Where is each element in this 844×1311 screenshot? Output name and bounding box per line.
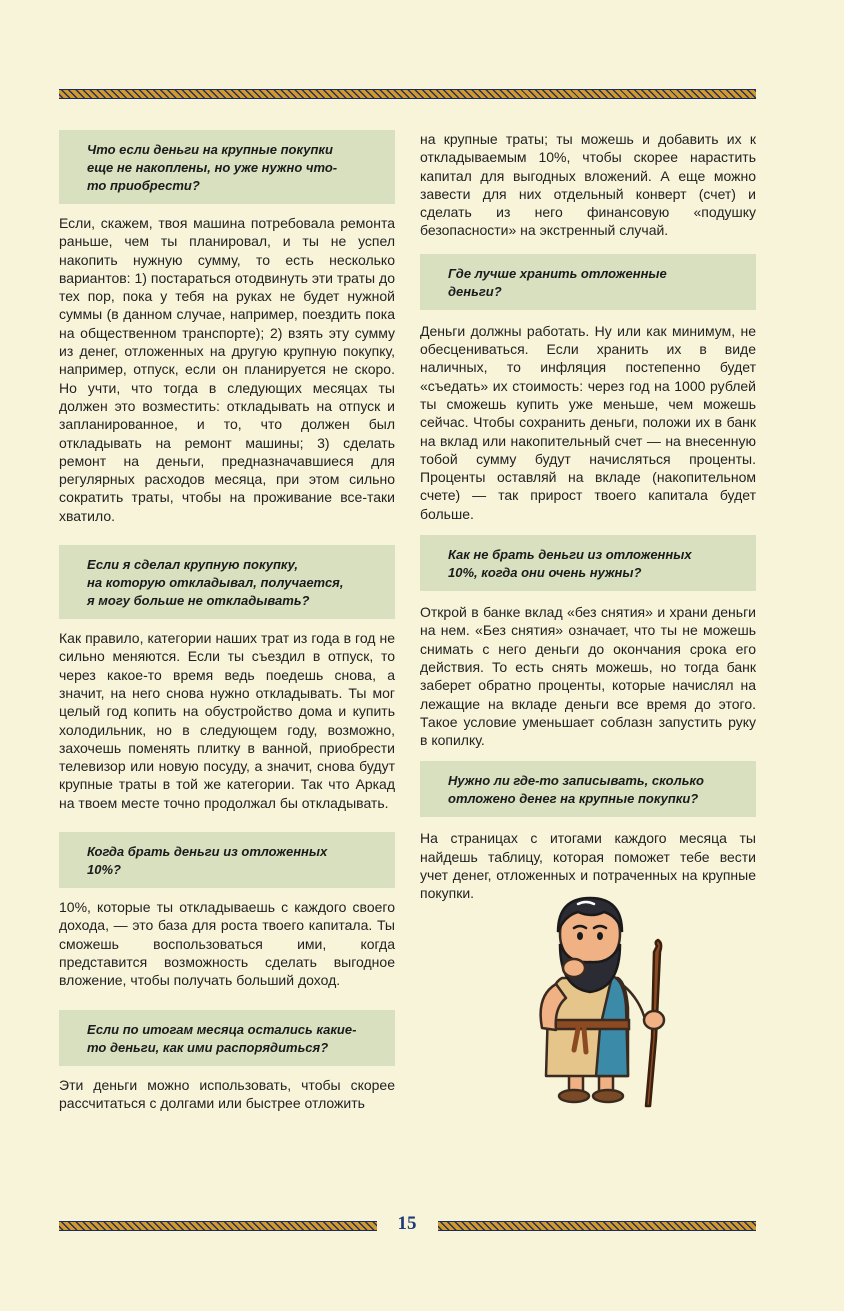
qa-section — [59, 130, 395, 525]
top-decorative-border — [59, 89, 756, 99]
question-heading: Что если деньги на крупные покупки еще не накоплены, но уже нужно что- то приобрести? — [59, 130, 395, 204]
right-column — [420, 130, 756, 915]
question-heading: Как не брать деньги из отложенных 10%, когда они очень нужны? — [420, 535, 756, 591]
answer-paragraph: Как правило, категории наших трат из года в год не сильно меняются. Если ты съездил в отпуск, то через какое-то время ведь поедешь снова, а значит, на него снова нужно откладывать. Ты мог целый год копить на обустройство дома и купить холодильник, но в следующем году, возможно, захочешь поменять плитку в ванной, приобрести телевизор или новую посуду, а значит, снова будут крупные траты в той же категории. Так что Аркад на твоем месте точно продолжал бы откладывать. — [59, 630, 395, 811]
answer-paragraph: Если, скажем, твоя машина потребовала ремонта раньше, чем ты планировал, и ты не успел накопить нужную сумму, то есть несколько вариантов: 1) постараться отодвинуть эти траты до тех пор, пока у тебя на руках не будет нужной суммы (в данном случае, например, поездить пока на общественном транспорте); 2) взять эту сумму из денег, отложенных на другую крупную покупку, например, отпуск, если он планируется не скоро. Но учти, что тогда в следующих месяцах ты должен это возместить: откладывать на отпуск и запланированное, и то, что должен был откладывать на ремонт машины; 3) сделать ремонт на деньги, предназначавшиеся для регулярных расходов месяца, при этом сильно сократить траты, чтобы на проживание все-таки хватило. — [59, 215, 395, 524]
question-heading: Где лучше хранить отложенные деньги? — [420, 254, 756, 310]
bottom-decorative-border-right — [438, 1221, 756, 1231]
question-heading: Если я сделал крупную покупку, на которую откладывал, получается, я могу больше не откладывать? — [59, 545, 395, 619]
qa-section — [59, 1010, 395, 1113]
qa-section — [420, 254, 756, 523]
answer-paragraph: Деньги должны работать. Ну или как минимум, не обесцениваться. Если хранить их в виде наличных, то инфляция постепенно будет «съедать» их стоимость: через год на 1000 рублей ты сможешь купить уже меньше, чем можешь сейчас. Чтобы сохранить деньги, положи их в банк на вклад или накопительный счет — на внесенную тобой сумму будут начисляться проценты. Проценты оставляй на вкладе (накопительном счете) — так прирост твоего капитала будет больше. — [420, 322, 756, 522]
question-heading: Нужно ли где-то записывать, сколько отложено денег на крупные покупки? — [420, 761, 756, 817]
answer-paragraph: Открой в банке вклад «без снятия» и храни деньги на нем. «Без снятия» означает, что ты не можешь снимать с него деньги до окончания срока его действия. То есть снять можешь, но тогда банк заберет обратно проценты, которые начислял на лежащие на вкладе деньги все время до этого. Такое условие уменьшает соблазн запустить руку в копилку. — [420, 604, 756, 749]
answer-paragraph: Эти деньги можно использовать, чтобы скорее рассчитаться с долгами или быстрее отложить — [59, 1076, 395, 1111]
continued-paragraph: на крупные траты; ты можешь и добавить их к откладываемым 10%, чтобы скорее нарастить капитал для выгодных вложений. А еще можно завести для них отдельный конверт (счет) и сделать из него финансовую «подушку безопасности» на экстренный случай. — [420, 131, 756, 239]
answer-paragraph: На страницах с итогами каждого месяца ты найдешь таблицу, которая поможет тебе вести учет денег, отложенных и потраченных на крупные покупки. — [420, 830, 756, 902]
bearded-sage-illustration — [500, 888, 692, 1154]
left-column — [59, 130, 395, 1132]
qa-section — [59, 545, 395, 812]
answer-paragraph: 10%, которые ты откладываешь с каждого своего дохода, — это база для роста твоего капитала. Ты сможешь воспользоваться ими, когда представится возможность сделать выгодное вложение, чтобы получать больший доход. — [59, 899, 395, 989]
bottom-decorative-border-left — [59, 1221, 377, 1231]
qa-section — [420, 761, 756, 902]
page-number: 15 — [397, 1213, 417, 1234]
qa-section — [420, 535, 756, 749]
question-heading: Когда брать деньги из отложенных 10%? — [59, 832, 395, 888]
question-heading: Если по итогам месяца остались какие- то деньги, как ими распорядиться? — [59, 1010, 395, 1066]
qa-section — [59, 832, 395, 989]
